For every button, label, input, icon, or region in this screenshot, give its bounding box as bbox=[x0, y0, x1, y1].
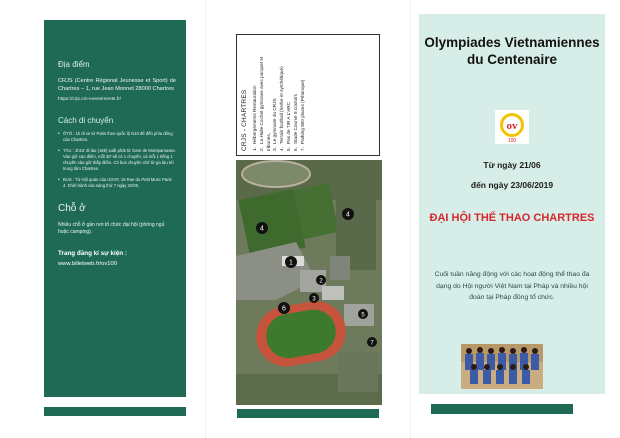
location-url[interactable]: https://crjs.cm-evenements.fr/ bbox=[58, 97, 121, 102]
date-to: đến ngày 23/06/2019 bbox=[470, 180, 554, 190]
map-drawing bbox=[236, 160, 382, 405]
venue-list bbox=[252, 41, 306, 151]
map-marker: 6 bbox=[282, 305, 286, 313]
ov100-logo-icon bbox=[495, 110, 529, 144]
travel-heading: Cách di chuyển bbox=[58, 116, 114, 125]
cover-panel bbox=[419, 14, 605, 394]
venue-legend-box bbox=[236, 34, 380, 156]
team-photo bbox=[461, 344, 543, 389]
lodging-heading: Chỗ ở bbox=[58, 203, 86, 214]
fold-line-1 bbox=[205, 0, 206, 438]
info-panel bbox=[44, 20, 186, 397]
venue-item: 1.Hébergements Restauration bbox=[252, 85, 257, 151]
map-marker: 4 bbox=[260, 225, 264, 233]
travel-item-car: • ÔTÔ : 1h đi xe từ Paris theo quốc lộ N10 để đến phía đông của Chartres. bbox=[58, 131, 176, 143]
register-heading: Trang đăng kí sự kiện : bbox=[58, 250, 127, 257]
venue-item: 5.Pas de TIR A L'ARC bbox=[285, 102, 291, 151]
travel-item-bus: • BUS : Từ Hội quán của UGVF, 16 Rue du Petit Musc Paris 4. Khởi hành vào sáng thứ 7 ngày 22/06. bbox=[58, 177, 176, 189]
lodging-text: Nhiều chỗ ở gần nơi tổ chức đại hội (phòng ngủ hoặc camping). bbox=[58, 222, 165, 235]
right-footer-bar bbox=[431, 404, 573, 414]
logo-sub-text: 100 bbox=[507, 138, 517, 144]
venue-item: 2.La Halle Cochet gymnase avec parquet et tribunes, bbox=[258, 56, 271, 151]
map-marker: 3 bbox=[312, 296, 316, 303]
date-from: Từ ngày 21/06 bbox=[483, 160, 541, 170]
venue-item: 7.Parking 800 places (Pétanque) bbox=[299, 79, 305, 151]
map-marker: 4 bbox=[346, 211, 350, 219]
location-heading: Địa điểm bbox=[58, 60, 90, 69]
venue-item: 4.Terrain football (herbe et synthétique) bbox=[279, 66, 285, 151]
event-logo bbox=[495, 110, 529, 144]
middle-footer-bar bbox=[237, 409, 379, 418]
travel-item-train: • TÀU : 1h15' đi tàu (16€) xuất phát từ Gare de Montparnasse. Vào giờ cao điểm, mỗi 30' sẽ có 1 chuyến, và mỗi 1 tiếng 1 chuyến vào giờ thấp điểm. Có bus chuyên chở từ ga tàu tới trung tâm Chartres. bbox=[58, 148, 176, 172]
register-link[interactable]: www.billetweb.fr/ov100 bbox=[58, 261, 117, 267]
venue-aerial-map bbox=[236, 160, 382, 405]
map-marker: 5 bbox=[361, 312, 365, 319]
fold-line-2 bbox=[410, 0, 411, 438]
sport-title: ĐẠI HỘI THỂ THAO CHARTRES bbox=[429, 212, 595, 224]
travel-list bbox=[58, 131, 176, 189]
event-description: Cuối tuần năng động với các hoạt động thể thao đa dạng do Hội người Việt Nam tại Pháp và nhiều hội đoàn tại Pháp đồng tổ chức. bbox=[434, 271, 590, 301]
venue-item: 3.Le gymnase du CRJS bbox=[272, 98, 278, 151]
map-marker: 1 bbox=[289, 259, 293, 267]
map-marker: 2 bbox=[319, 278, 323, 285]
left-footer-bar bbox=[44, 407, 186, 416]
map-marker: 7 bbox=[370, 340, 374, 347]
venue-item: 6.Stade Course 8 couloirs bbox=[292, 93, 298, 151]
venue-title: CRJS - CHARTRES bbox=[241, 89, 248, 151]
location-address: CRJS (Centre Régional Jeunesse et Sport) de Chartres – 1, rue Jean Monnet 28000 Chartres bbox=[58, 78, 176, 92]
event-title: Olympiades Vietnamiennes du Centenaire bbox=[424, 35, 600, 67]
logo-mark-text: ov bbox=[506, 120, 518, 132]
team-photo-image bbox=[461, 344, 543, 389]
